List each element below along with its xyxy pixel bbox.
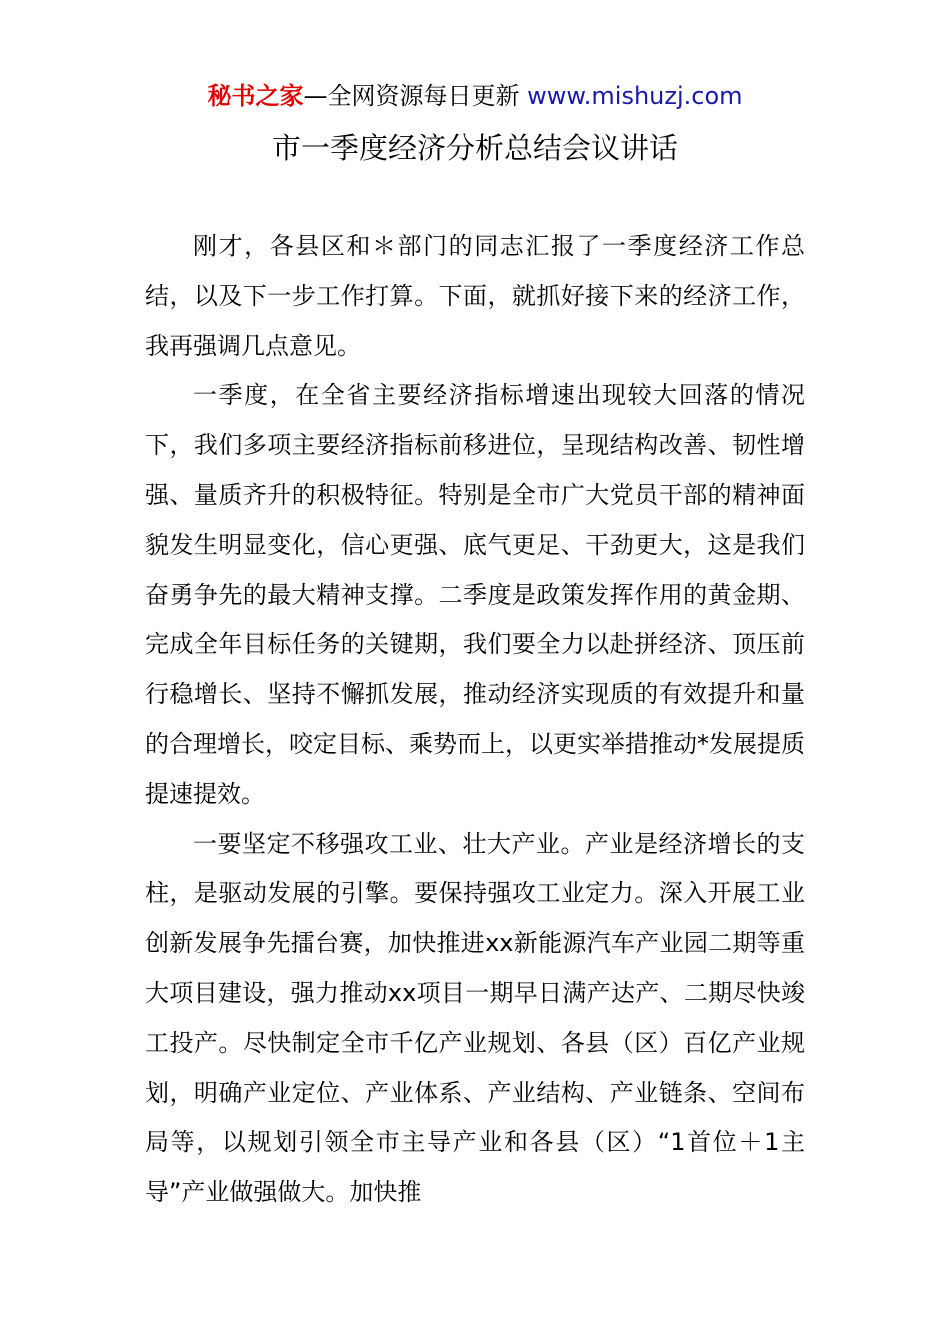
paragraph: 一季度，在全省主要经济指标增速出现较大回落的情况下，我们多项主要经济指标前移进位，呈现结构改善、韧性增强、量质齐升的积极特征。特别是全市广大党员干部的精神面貌发生明显变化，信心更强、底气更足、干劲更大，这是我们奋勇争先的最大精神支撑。二季度是政策发挥作用的黄金期、完成全年目标任务的关键期，我们要全力以赴拼经济、顶压前行稳增长、坚持不懈抓发展，推动经济实现质的有效提升和量的合理增长，咬定目标、乘势而上，以更实举措推动*发展提质提速提效。 bbox=[145, 381, 805, 808]
document-title: 市一季度经济分析总结会议讲话 bbox=[271, 131, 678, 165]
site-brand: 秘书之家 bbox=[207, 82, 304, 110]
document-body bbox=[145, 222, 805, 1218]
paragraph: 刚才，各县区和＊部门的同志汇报了一季度经济工作总结，以及下一步工作打算。下面，就抓好接下来的经济工作，我再强调几点意见。 bbox=[145, 232, 805, 360]
paragraph: 一要坚定不移强攻工业、壮大产业。产业是经济增长的支柱，是驱动发展的引擎。要保持强攻工业定力。深入开展工业创新发展争先擂台赛，加快推进xx新能源汽车产业园二期等重大项目建设，强力推动xx项目一期早日满产达产、二期尽快竣工投产。尽快制定全市千亿产业规划、各县（区）百亿产业规划，明确产业定位、产业体系、产业结构、产业链条、空间布局等，以规划引领全市主导产业和各县（区）“1首位＋1主导”产业做强做大。加快推 bbox=[145, 829, 805, 1207]
site-tagline: —全网资源每日更新 bbox=[303, 82, 520, 110]
site-url-link[interactable]: www.mishuzj.com bbox=[527, 82, 743, 110]
site-header bbox=[0, 80, 950, 112]
